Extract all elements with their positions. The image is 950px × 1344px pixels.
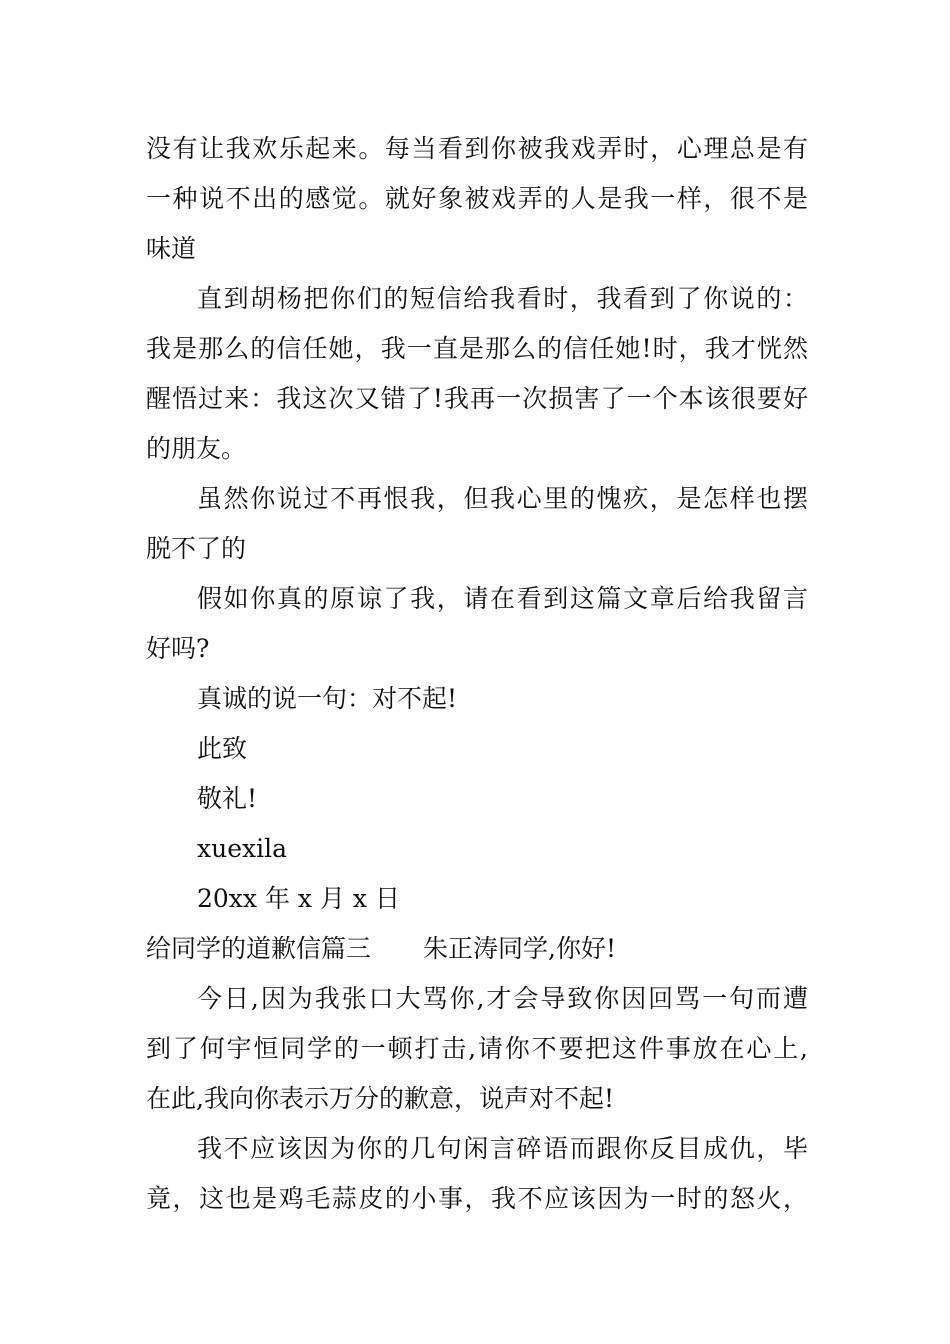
- text-line: 一种说不出的感觉。就好象被戏弄的人是我一样，很不是: [146, 184, 808, 213]
- section-heading: 给同学的道歉信篇三: [146, 934, 372, 963]
- apology-line: 真诚的说一句：对不起!: [197, 684, 458, 713]
- text-line: 好吗?: [146, 634, 210, 663]
- text-line: 我是那么的信任她，我一直是那么的信任她!时，我才恍然: [146, 334, 808, 363]
- text-line: 直到胡杨把你们的短信给我看时，我看到了你说的：: [197, 284, 808, 313]
- text-line: 醒悟过来：我这次又错了!我再一次损害了一个本该很要好: [146, 384, 808, 413]
- date-line: 20xx 年 x 月 x 日: [197, 884, 400, 913]
- text-line: 虽然你说过不再恨我，但我心里的愧疚，是怎样也摆: [197, 484, 808, 513]
- closing-salutation: 此致: [197, 734, 248, 763]
- text-line: 的朋友。: [146, 434, 247, 463]
- text-line: 味道: [146, 234, 197, 263]
- section-heading-line: [146, 924, 808, 974]
- text-line: 假如你真的原谅了我，请在看到这篇文章后给我留言: [197, 584, 808, 613]
- text-line: 我不应该因为你的几句闲言碎语而跟你反目成仇，毕: [197, 1134, 808, 1163]
- text-line: 在此,我向你表示万分的歉意，说声对不起!: [146, 1084, 614, 1113]
- text-line: 到了何宇恒同学的一顿打击,请你不要把这件事放在心上,: [146, 1034, 808, 1063]
- signature: xuexila: [197, 834, 287, 863]
- closing-regards: 敬礼!: [197, 784, 258, 813]
- text-line: 竟，这也是鸡毛蒜皮的小事，我不应该因为一时的怒火，: [146, 1184, 808, 1213]
- text-line: 脱不了的: [146, 534, 247, 563]
- letter-body: [146, 124, 808, 1224]
- text-line: 今日,因为我张口大骂你,才会导致你因回骂一句而遭: [197, 984, 808, 1013]
- greeting: 朱正涛同学,你好!: [423, 934, 617, 963]
- text-line: 没有让我欢乐起来。每当看到你被我戏弄时，心理总是有: [146, 134, 808, 163]
